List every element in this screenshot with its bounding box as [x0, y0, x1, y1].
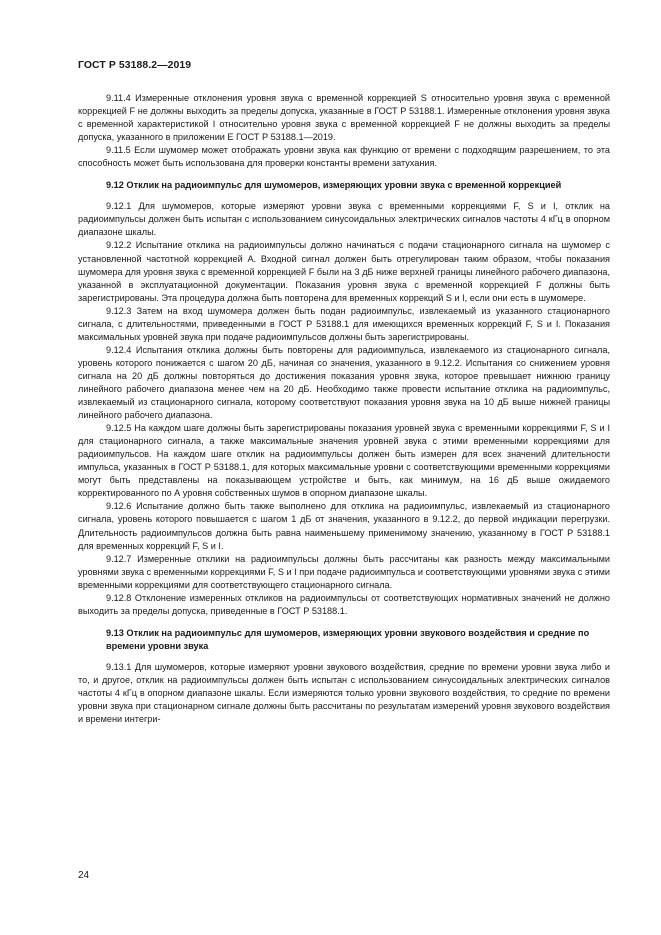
section-heading-9-12: 9.12 Отклик на радиоимпульс для шумомеров, измеряющих уровни звука с временной коррекцией	[106, 180, 562, 191]
paragraph-9-11-5: 9.11.5 Если шумомер может отображать уровни звука как функцию от времени с подходящим разрешением, то эта способность может быть использована для проверки константы времени затухания.	[78, 145, 610, 169]
paragraph-9-13-1: 9.13.1 Для шумомеров, которые измеряют уровни звукового воздействия, средние по времени уровни звука либо и то, и другое, отклик на радиоимпульсы должен быть испытан с использованием синусоидальных электрических сигналов частоты 4 кГц в опорном диапазоне шкалы. Если измеряются только уровни звукового воздействия, то средние по времени уровни звука при стационарном сигнале должны быть рассчитаны по результатам измерений уровня звукового воздействия и времени интегри-	[78, 661, 610, 725]
section-heading-9-13: 9.13 Отклик на радиоимпульс для шумомеров, измеряющих уровни звукового воздействия и средние по времени уровни звука	[106, 627, 590, 651]
paragraph-9-12-5: 9.12.5 На каждом шаге должны быть зарегистрированы показания уровней звука с временными коррекциями F, S и I для стационарного сигнала, а также максимальные значения уровней звука с этими временными коррекциями для радиоимпульсов. На каждом шаге отклик на радиоимпульсы должен быть измерен для всех значений длительности импульса, указанных в ГОСТ Р 53188.1, для которых максимальные уровни с соответствующими временными коррекциями могут быть представлены на показывающем устройстве и быть, как минимум, на 16 дБ выше ожидаемого корректированного по А уровня собственных шумов в опорном диапазоне шкалы.	[78, 423, 610, 499]
page-number: 24	[78, 870, 90, 881]
document-header: ГОСТ Р 53188.2—2019	[78, 60, 192, 71]
paragraph-9-12-6: 9.12.6 Испытание должно быть также выполнено для отклика на радиоимпульс, извлекаемый из стационарного сигнала, уровень которого повышается с шагом 1 дБ от значения, указанного в 9.12.2, до первой индикации перегрузки. Длительность радиоимпульсов должна быть равна наименьшему применимому значению, указанному в ГОСТ Р 53188.1 для временных коррекций F, S и I.	[78, 501, 610, 551]
paragraph-9-11-4: 9.11.4 Измеренные отклонения уровня звука с временной коррекцией S относительно уровня звука с временной коррекцией F не должны выходить за пределы допуска, указанные в ГОСТ Р 53188.1. Измеренные отклонения уровня звука с временной характеристикой I относительно уровня звука с временной коррекцией F не должны выходить за пределы допуска, указанного в приложении Е ГОСТ Р 53188.1—2019.	[78, 93, 610, 143]
paragraph-9-12-4: 9.12.4 Испытания отклика должны быть повторены для радиоимпульса, извлекаемого из стационарного сигнала, уровень которого понижается с шагом 20 дБ, начиная со значения, указанного в 9.12.2. Испытания со снижением уровня сигнала на 20 дБ должны повторяться до достижения показания уровня звука, которое превышает нижнюю границу линейного рабочего диапазона менее чем на 20 дБ. Необходимо также провести испытание отклика на радиоимпульс, извлекаемый из стационарного сигнала, которому соответствуют показания уровня звука на 10 дБ выше нижней границы линейного рабочего диапазона.	[78, 344, 610, 421]
paragraph-9-12-2: 9.12.2 Испытание отклика на радиоимпульсы должно начинаться с подачи стационарного сигнала на шумомер с установленной частотной коррекцией А. Входной сигнал должен быть отрегулирован таким образом, чтобы показания шумомера для уровня звука с временной коррекцией F были на 3 дБ ниже верхней границы линейного рабочего диапазона, указанной в эксплуатационной документации. Показания уровня звука с временной коррекцией F должны быть зарегистрированы. Эта процедура должна быть повторена для временных коррекций S и I, если они есть в шумомере.	[78, 240, 610, 303]
document-body	[78, 92, 610, 726]
paragraph-9-12-7: 9.12.7 Измеренные отклики на радиоимпульсы должны быть рассчитаны как разность между максимальными уровнями звука с временными коррекциями F, S и I при подаче радиоимпульса и соответствующими уровнями звука с этими временными коррекциями для соответствующего стационарного сигнала.	[78, 553, 610, 590]
paragraph-9-12-1: 9.12.1 Для шумомеров, которые измеряют уровни звука с временными коррекциями F, S и I, отклик на радиоимпульсы должен быть испытан с использованием синусоидальных электрических сигналов частоты 4 кГц в опорном диапазоне шкалы.	[78, 201, 610, 238]
paragraph-9-12-3: 9.12.3 Затем на вход шумомера должен быть подан радиоимпульс, извлекаемый из указанного стационарного сигнала, с длительностями, приведенными в ГОСТ Р 53188.1 для имеющихся временных коррекций F, S и I. Показания максимальных уровней звука при подаче радиоимпульсов должны быть зарегистрированы.	[78, 305, 610, 342]
paragraph-9-12-8: 9.12.8 Отклонение измеренных откликов на радиоимпульсы от соответствующих нормативных значений не должно выходить за пределы допуска, приведенные в ГОСТ Р 53188.1.	[78, 592, 610, 616]
